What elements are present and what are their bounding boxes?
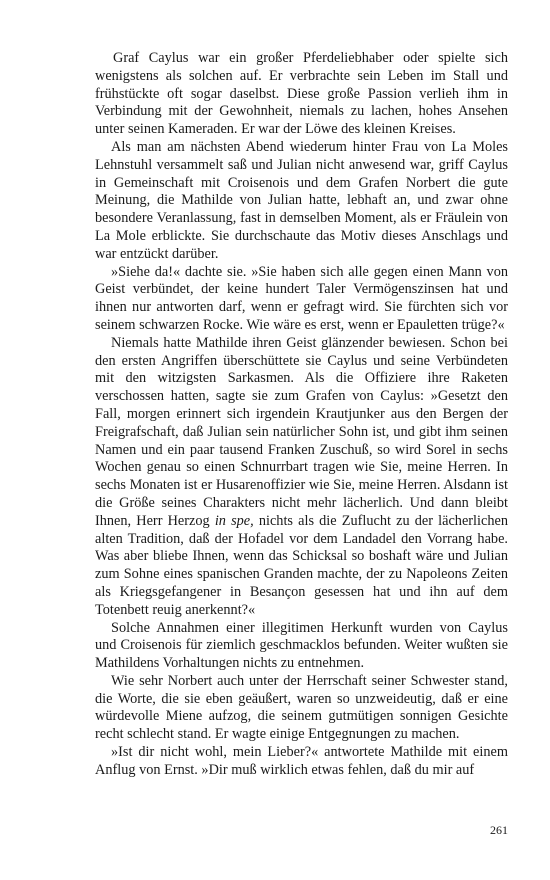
paragraph-text: Solche Annahmen einer illegitimen Herkunft wurden von Caylus und Croisenois für ziemlich geschmacklos befunden. Weiter wußten sie Mathildens Vorhaltungen nichts zu entnehmen. <box>95 619 508 672</box>
paragraph-mathilde-sarcasm <box>95 335 508 620</box>
paragraph-mathilde-reply <box>95 744 508 780</box>
paragraph-evening-attack <box>95 139 508 264</box>
paragraph-text: »Siehe da!« dachte sie. »Sie haben sich alle gegen einen Mann von Geist verbündet, der keine hundert Taler Vermögenszinsen hat und ihnen nur antworten darf, wenn er gefragt wird. Sie fürchten sich vor seinem schwarzen Rocke. Wie wäre es erst, wenn er Epauletten trüge?« <box>95 263 508 333</box>
paragraph-text-continued: nichts als die Zuflucht zu der lächerlichen alten Tradition, daß der Hofadel vor dem Landadel den Vorrang habe. Was aber bliebe Ihnen, wenn das Schicksal so boshaft wäre und Julian zum Sohne eines spanischen Granden machte, der zu Napoleons Zeiten als Kriegsgefangener in Besançon gesessen hat und ihn auf dem Totenbett reuig anerkennt?« <box>95 512 508 618</box>
page-number: 261 <box>490 823 508 837</box>
italic-phrase: in spe, <box>214 512 254 529</box>
book-page-body <box>95 50 508 780</box>
paragraph-text: »Ist dir nicht wohl, mein Lieber?« antwortete Mathilde mit einem Anflug von Ernst. »Dir muß wirklich etwas fehlen, daß du mir auf <box>95 744 508 778</box>
paragraph-text: Graf Caylus war ein großer Pferdeliebhaber oder spielte sich wenigstens als solchen auf. Er verbrachte sein Leben im Stall und frühstückte oft sogar daselbst. Diese große Passion verlieh ihm in Verbindung mit der Gewohnheit, niemals zu lachen, hohes Ansehen unter seinen Kameraden. Er war der Löwe des kleinen Kreises. <box>95 50 508 138</box>
paragraph-norbert-reaction <box>95 673 508 744</box>
paragraph-text: Als man am nächsten Abend wiederum hinter Frau von La Moles Lehnstuhl versammelt saß und Julian nicht anwesend war, griff Caylus in Gemeinschaft mit Croisenois und dem Grafen Norbert die gute Meinung, die Mathilde von Julian hatte, lebhaft an, und zwar ohne besondere Veranlassung, fast in demselben Moment, als er Fräulein von La Mole erblickte. Sie durchschaute das Motiv dieses Anschlags und war entzückt darüber. <box>95 138 508 262</box>
paragraph-illegitimate-origin <box>95 620 508 673</box>
paragraph-mathilde-thoughts <box>95 264 508 335</box>
paragraph-caylus-horse-lover <box>95 50 508 139</box>
paragraph-text: Wie sehr Norbert auch unter der Herrschaft seiner Schwester stand, die Worte, die sie eben geäußert, waren so unzweideutig, daß er eine würdevolle Miene aufzog, die seinem gutmütigen sonnigen Gesichte recht schlecht stand. Er wagte einige Entgegnungen zu machen. <box>95 672 508 743</box>
paragraph-text: Niemals hatte Mathilde ihren Geist glänzender bewiesen. Schon bei den ersten Angriffen überschüttete sie Caylus und seine Verbündeten mit den witzigsten Sarkasmen. Als die Offiziere ihre Raketen verschossen hatten, sagte sie zum Grafen von Caylus: »Gesetzt den Fall, morgen erinnert sich irgendein Krautjunker aus den Bergen der Freigrafschaft, daß Julian sein natürlicher Sohn ist, und gibt ihm seinen Namen und ein paar tausend Franken Zuschuß, so wird Sorel in sechs Wochen genau so einen Schnurrbart tragen wie Sie, meine Herren. In sechs Monaten ist er Husarenoffizier wie Sie, meine Herren. Alsdann ist die Größe seines Charakters nicht mehr lächerlich. Und dann bleibt Ihnen, Herr Herzog <box>95 334 508 529</box>
